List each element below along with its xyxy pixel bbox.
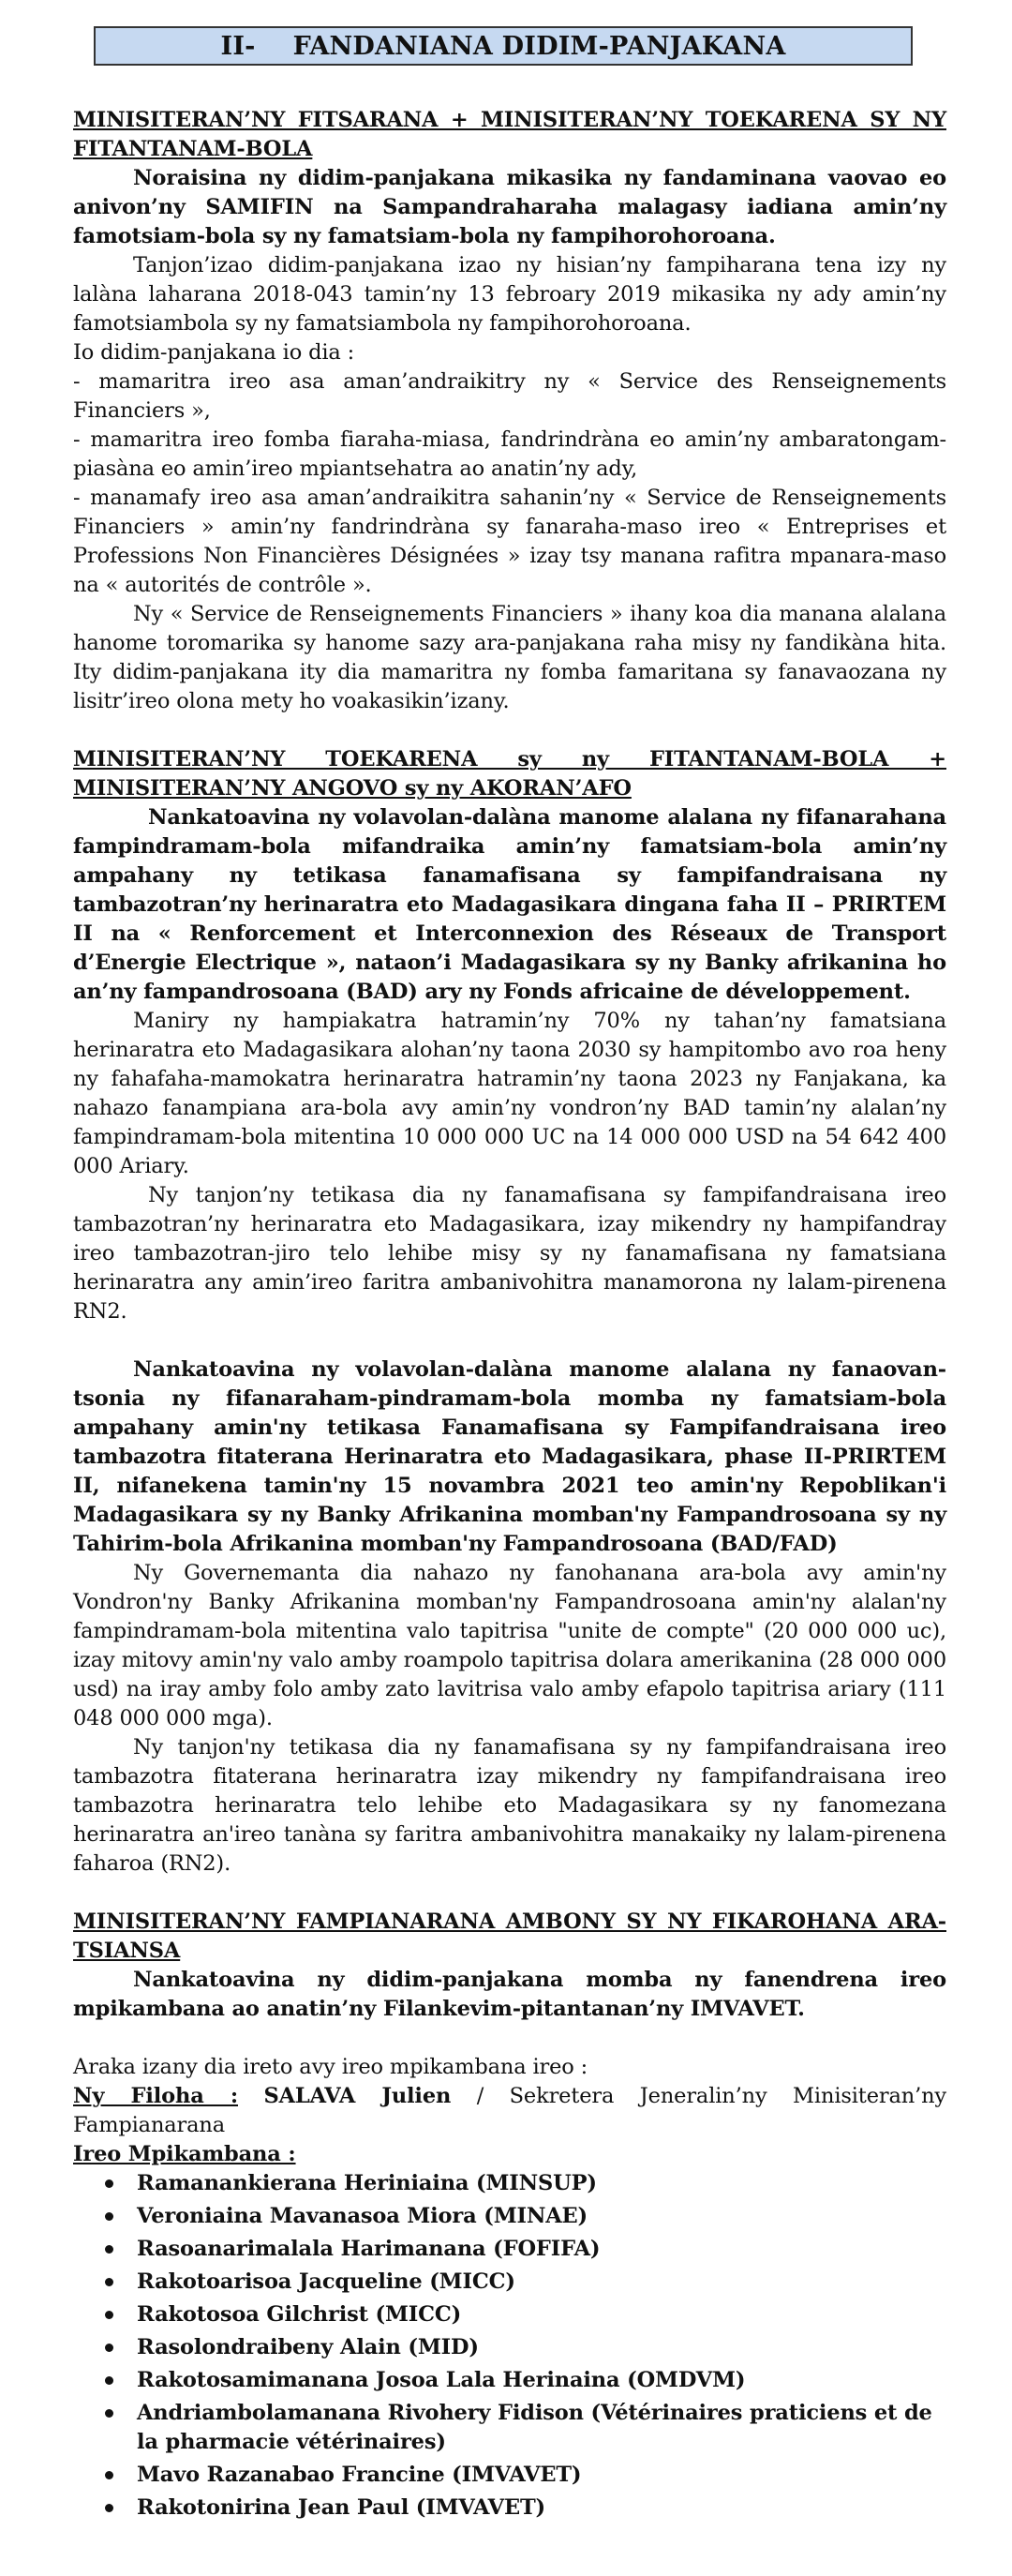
section-1-dash-3: - manamafy ireo asa aman’andraikitra sahanin’ny « Service de Renseignements Financiers » amin’ny fandrindràna sy fanaraha-maso ireo « Entreprises et Professions Non Financières Désignées » izay tsy manana rafitra mpanara-maso na « autorités de contrôle ». (73, 486, 946, 597)
section-1-paragraph-2: Io didim-panjakana io dia : (73, 340, 355, 365)
list-item: Andriambolamanana Rivohery Fidison (Vétérinaires praticiens et de la pharmacie vétérinaires) (73, 2399, 946, 2457)
title-number: II- (220, 31, 256, 61)
section-2-paragraph-1: Maniry ny hampiakatra hatramin’ny 70% ny tahan’ny famatsiana herinaratra eto Madagasikara alohan’ny taona 2030 sy hampitombo avo roa heny ny fahafaha-mamokatra herinaratra hatramin’ny taona 2023 ny Fanjakana, ka nahazo fanampiana ara-bola avy amin’ny vondron’ny BAD tamin’ny alalan’ny fampindramam-bola mitentina 10 000 000 UC na 14 000 000 USD na 54 642 400 000 Ariary. (73, 1009, 946, 1178)
spacer (73, 1326, 946, 1355)
president-name: SALAVA Julien (263, 2084, 452, 2108)
list-item: Ramanankierana Heriniaina (MINSUP) (73, 2169, 946, 2198)
list-item: Rakotoarisoa Jacqueline (MICC) (73, 2268, 946, 2297)
section-2-heading: MINISITERAN’NY TOEKARENA sy ny FITANTANAM-BOLA + MINISITERAN’NY ANGOVO sy ny AKORAN’AFO (73, 747, 946, 801)
section-2-paragraph-2: Ny tanjon’ny tetikasa dia ny fanamafisana sy fampifandraisana ireo tambazotran’ny herinaratra eto Madagasikara, izay mikendry ny hampifandray ireo tambazotran-jiro telo lehibe misy sy ny fanamafisana ny famatsiana herinaratra any amin’ireo faritra ambanivohitra manamorona ny lalam-pirenena RN2. (73, 1183, 946, 1324)
list-item: Veroniaina Mavanasoa Miora (MINAE) (73, 2202, 946, 2231)
section-1-paragraph-3: Ny « Service de Renseignements Financiers » ihany koa dia manana alalana hanome toromarika sy hanome sazy ara-panjakana raha misy ny fandikàna hita. Ity didim-panjakana ity dia mamaritra ny fomba famaritana sy fanavaozana ny lisitr’ireo olona mety ho voakasikin’izany. (73, 602, 946, 713)
members-label: Ireo Mpikambana : (73, 2142, 296, 2166)
list-item: Rakotosoa Gilchrist (MICC) (73, 2300, 946, 2329)
section-1-dash-1: - mamaritra ireo asa aman’andraikitry ny « Service des Renseignements Financiers », (73, 369, 946, 423)
list-item: Rakotosamimanana Josoa Lala Herinaina (OMDVM) (73, 2366, 946, 2395)
president-role: / Sekretera Jeneralin’ny Minisiteran’ny Fampianarana (73, 2084, 946, 2137)
section-1-heading: MINISITERAN’NY FITSARANA + MINISITERAN’NY TOEKARENA SY NY FITANTANAM-BOLA (73, 108, 946, 161)
section-title-box (94, 26, 913, 66)
list-item: Mavo Razanabao Francine (IMVAVET) (73, 2461, 946, 2490)
section-3-lead: Nankatoavina ny didim-panjakana momba ny fanendrena ireo mpikambana ao anatin’ny Filankevim-pitantanan’ny IMVAVET. (73, 1968, 946, 2021)
section-1-lead: Noraisina ny didim-panjakana mikasika ny fandaminana vaovao eo anivon’ny SAMIFIN na Sampandraharaha malagasy iadiana amin’ny famotsiam-bola sy ny famatsiam-bola ny fampihorohoroana. (73, 166, 946, 248)
spacer (73, 2024, 946, 2053)
section-3-heading: MINISITERAN’NY FAMPIANARANA AMBONY SY NY FIKAROHANA ARA-TSIANSA (73, 1910, 946, 1963)
section-1-dash-2: - mamaritra ireo fomba fiaraha-miasa, fandrindràna eo amin’ny ambaratongam-piasàna eo amin’ireo mpiantsehatra ao anatin’ny ady, (73, 427, 946, 481)
section-1-paragraph-1: Tanjon’izao didim-panjakana izao ny hisian’ny fampiharana tena izy ny lalàna laharana 2018-043 tamin’ny 13 febroary 2019 mikasika ny ady amin’ny famotsiambola sy ny famatsiambola ny fampihorohoroana. (73, 253, 946, 336)
list-item: Rasolondraibeny Alain (MID) (73, 2333, 946, 2362)
president-line (73, 2082, 946, 2140)
list-item: Rakotonirina Jean Paul (IMVAVET) (73, 2494, 946, 2523)
list-item: Rasoanarimalala Harimanana (FOFIFA) (73, 2235, 946, 2264)
president-label: Ny Filoha : (73, 2084, 238, 2108)
document-page (73, 26, 946, 2526)
title-text: FANDANIANA DIDIM-PANJAKANA (292, 31, 786, 61)
section-2-lead-2: Nankatoavina ny volavolan-dalàna manome alalana ny fanaovan-tsonia ny fifanaraham-pindramam-bola momba ny famatsiam-bola ampahany amin'ny tetikasa Fanamafisana sy Fampifandraisana ireo tambazotra fitaterana Herinaratra eto Madagasikara, phase II-PRIRTEM II, nifanekena tamin'ny 15 novambra 2021 teo amin'ny Repoblikan'i Madagasikara sy ny Banky Afrikanina momban'ny Fampandrosoana sy ny Tahirim-bola Afrikanina momban'ny Fampandrosoana (BAD/FAD) (73, 1357, 946, 1556)
section-2-lead: Nankatoavina ny volavolan-dalàna manome alalana ny fifanarahana fampindramam-bola mifandraika amin’ny famatsiam-bola amin’ny ampahany ny tetikasa fanamafisana sy fampifandraisana ny tambazotran’ny herinaratra eto Madagasikara dingana faha II – PRIRTEM II na « Renforcement et Interconnexion des Réseaux de Transport d’Energie Electrique », nataon’i Madagasikara sy ny Banky afrikanina ho an’ny fampandrosoana (BAD) ary ny Fonds africaine de développement. (73, 805, 946, 1004)
section-2-paragraph-4: Ny tanjon'ny tetikasa dia ny fanamafisana sy ny fampifandraisana ireo tambazotra fitaterana herinaratra izay mikendry ny fampifandraisana ireo tambazotra herinaratra telo lehibe eto Madagasikara sy ny fanomezana herinaratra an'ireo tanàna sy faritra ambanivohitra manakaiky ny lalam-pirenena faharoa (RN2). (73, 1735, 946, 1876)
section-2-paragraph-3: Ny Governemanta dia nahazo ny fanohanana ara-bola avy amin'ny Vondron'ny Banky Afrikanina momban'ny Fampandrosoana amin'ny alalan'ny fampindramam-bola mitentina valo tapitrisa "unite de compte" (20 000 000 uc), izay mitovy amin'ny valo amby roampolo tapitrisa dolara amerikanina (28 000 000 usd) na iray amby folo amby zato lavitrisa valo amby efapolo tapitrisa ariary (111 048 000 000 mga). (73, 1561, 946, 1730)
members-list (73, 2169, 946, 2523)
section-3-intro: Araka izany dia ireto avy ireo mpikambana ireo : (73, 2055, 588, 2079)
